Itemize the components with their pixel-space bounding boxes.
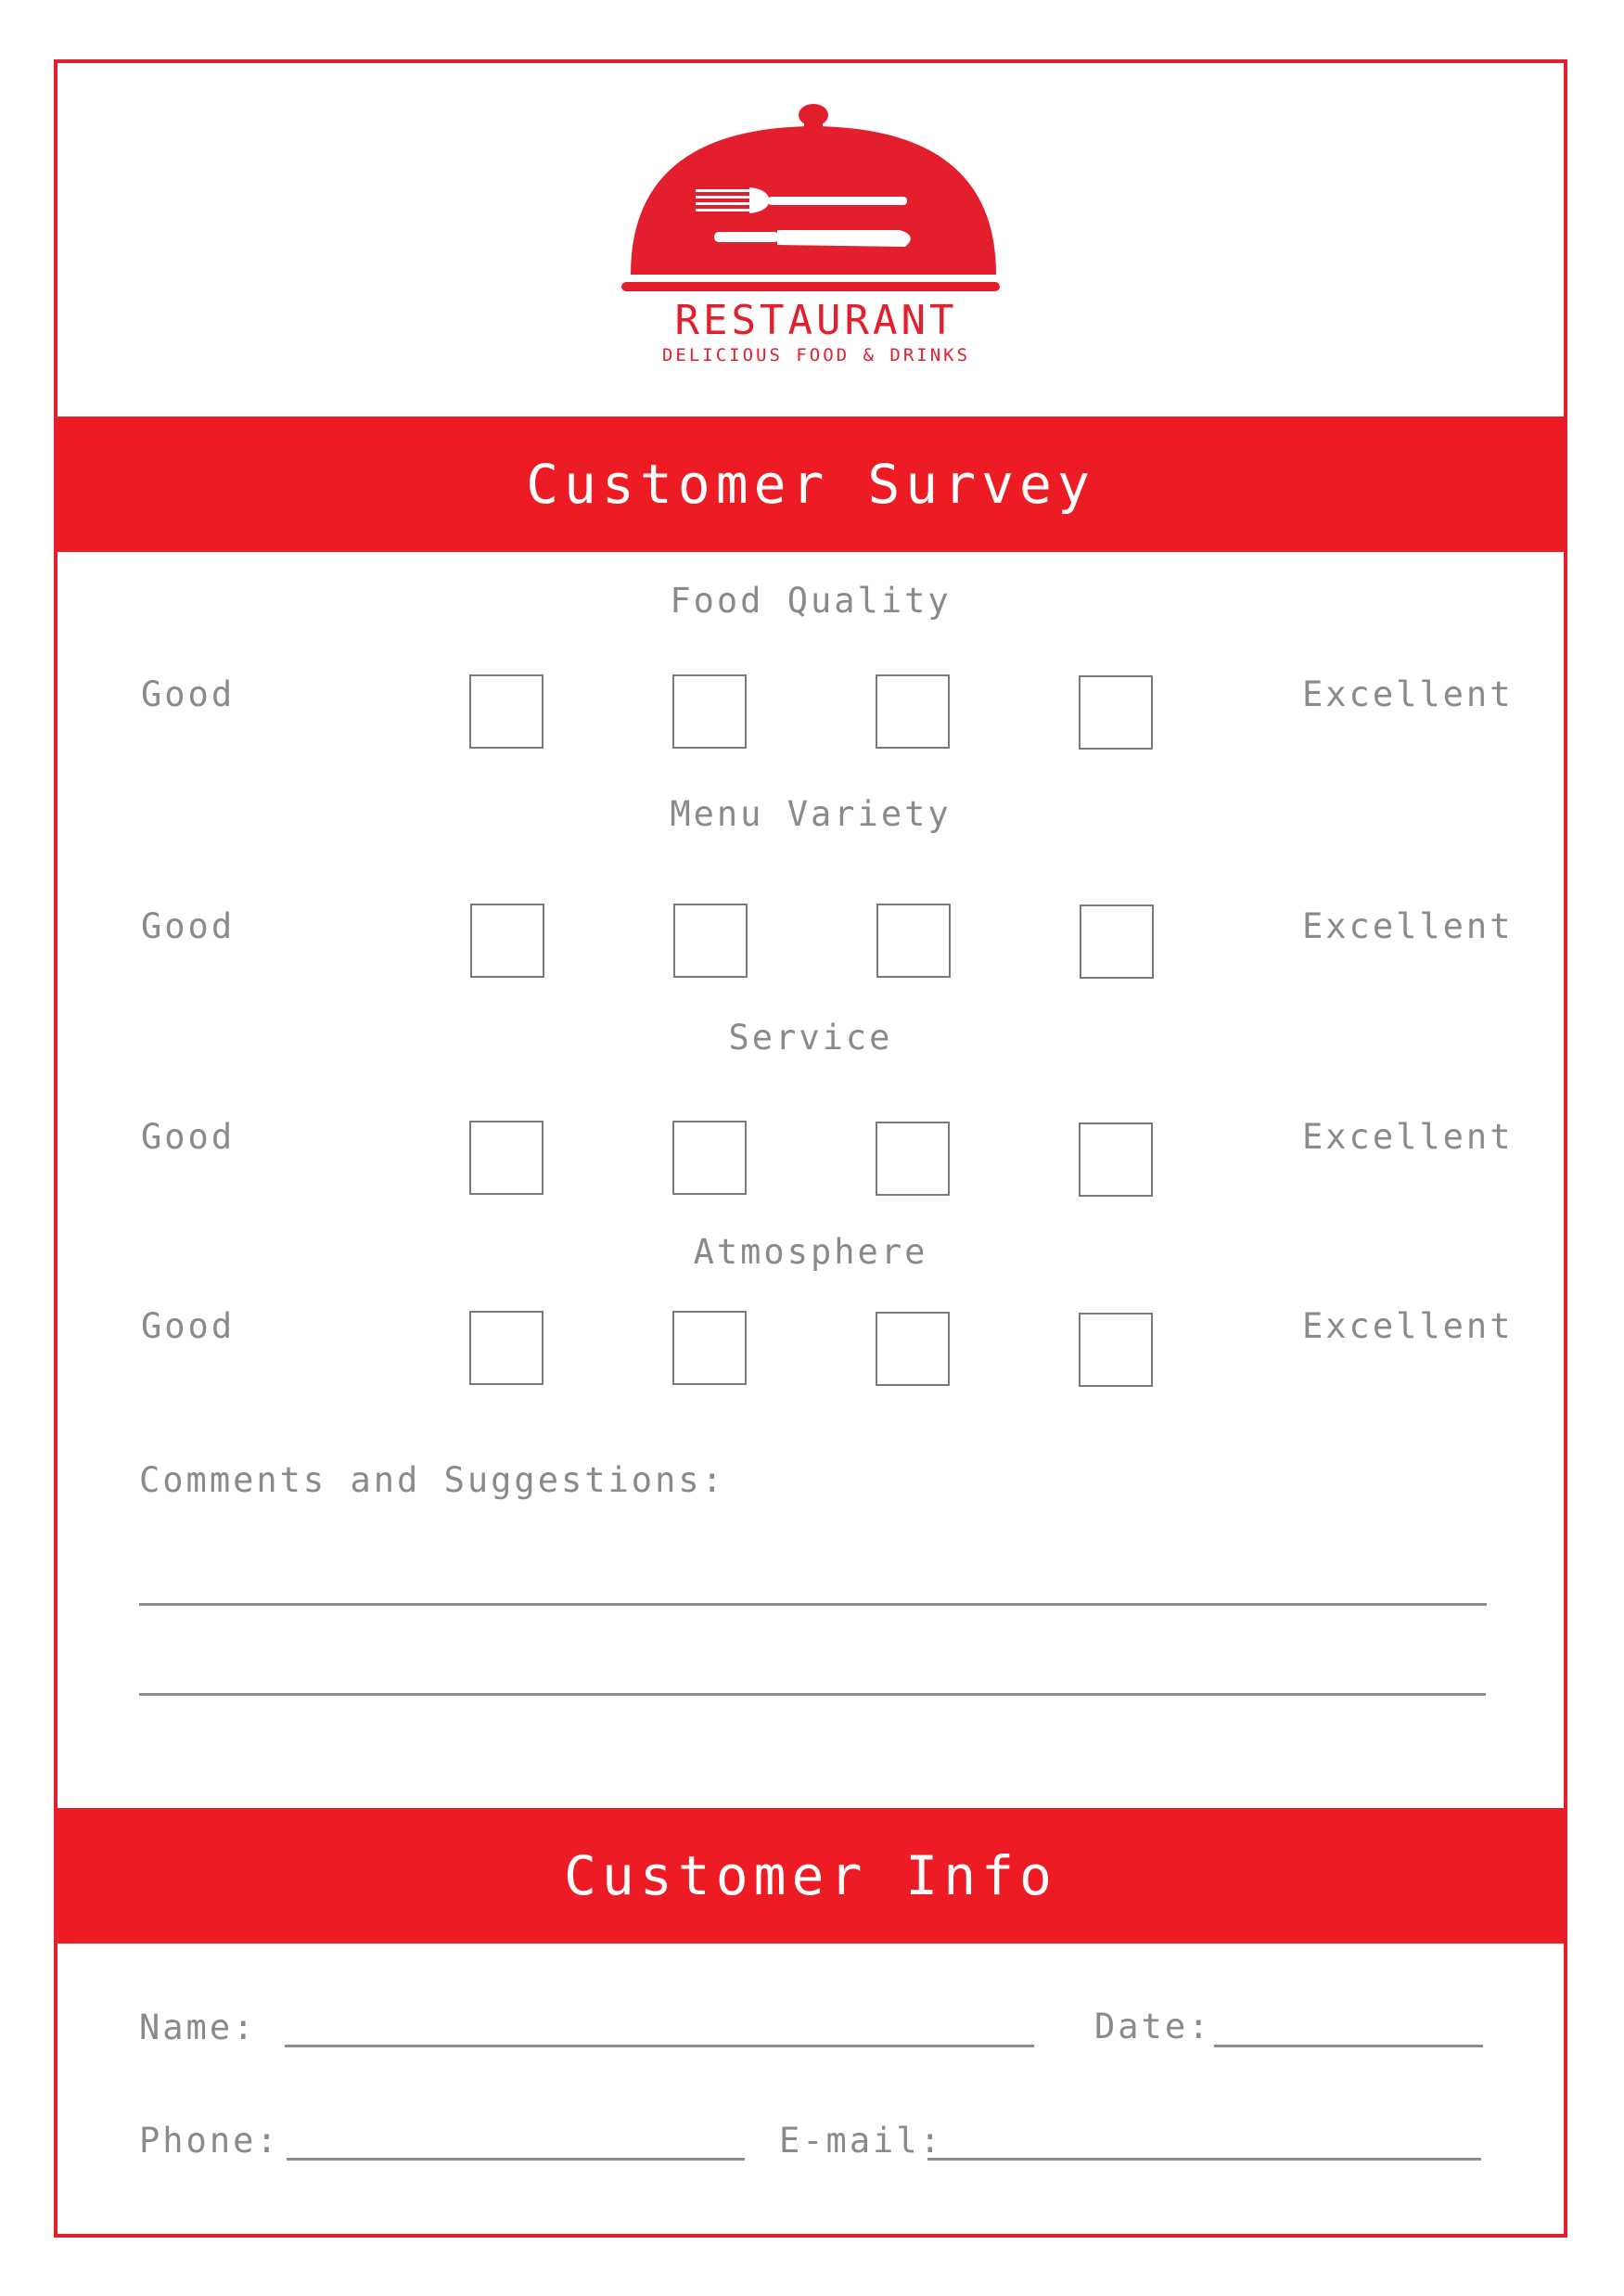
category-title-atmosphere: Atmosphere — [693, 1232, 928, 1272]
brand-tagline: DELICIOUS FOOD & DRINKS — [661, 345, 971, 366]
food-quality-checkbox-4[interactable] — [1079, 675, 1153, 750]
atmosphere-checkbox-3[interactable] — [876, 1312, 950, 1386]
name-field[interactable] — [285, 2045, 1034, 2047]
atmosphere-checkbox-4[interactable] — [1079, 1313, 1153, 1387]
rating-low-label: Good — [141, 1306, 236, 1346]
menu-variety-checkbox-1[interactable] — [470, 904, 544, 978]
phone-label: Phone: — [139, 2121, 280, 2161]
service-checkbox-4[interactable] — [1079, 1122, 1153, 1197]
comments-line-2[interactable] — [139, 1693, 1486, 1696]
restaurant-logo — [621, 100, 1011, 378]
service-checkbox-1[interactable] — [469, 1121, 543, 1195]
rating-high-label: Excellent — [1302, 906, 1514, 946]
rating-high-label: Excellent — [1302, 674, 1514, 714]
cloche-fork-knife-icon — [621, 100, 1011, 295]
rating-low-label: Good — [141, 1117, 236, 1157]
food-quality-checkbox-3[interactable] — [876, 674, 950, 749]
customer-info-heading: Customer Info — [58, 1808, 1564, 1943]
menu-variety-checkbox-4[interactable] — [1080, 904, 1154, 979]
category-title-menu-variety: Menu Variety — [670, 794, 952, 834]
rating-low-label: Good — [141, 906, 236, 946]
service-checkbox-2[interactable] — [672, 1121, 747, 1195]
name-label: Name: — [139, 2007, 257, 2047]
phone-field[interactable] — [287, 2158, 745, 2161]
date-label: Date: — [1094, 2007, 1212, 2046]
comments-label: Comments and Suggestions: — [139, 1460, 725, 1500]
brand-name: RESTAURANT — [674, 297, 958, 344]
survey-heading: Customer Survey — [58, 417, 1564, 552]
food-quality-checkbox-2[interactable] — [672, 674, 747, 749]
comments-line-1[interactable] — [139, 1603, 1487, 1606]
email-label: E-mail: — [779, 2121, 943, 2161]
email-field[interactable] — [927, 2158, 1481, 2161]
menu-variety-checkbox-3[interactable] — [876, 904, 951, 978]
service-checkbox-3[interactable] — [876, 1122, 950, 1196]
atmosphere-checkbox-2[interactable] — [672, 1311, 747, 1385]
rating-high-label: Excellent — [1302, 1117, 1514, 1157]
atmosphere-checkbox-1[interactable] — [469, 1311, 543, 1385]
category-title-service: Service — [728, 1018, 893, 1058]
rating-high-label: Excellent — [1302, 1306, 1514, 1346]
date-field[interactable] — [1214, 2045, 1483, 2047]
category-title-food-quality: Food Quality — [670, 581, 952, 621]
menu-variety-checkbox-2[interactable] — [673, 904, 748, 978]
rating-low-label: Good — [141, 674, 236, 714]
food-quality-checkbox-1[interactable] — [469, 674, 543, 749]
